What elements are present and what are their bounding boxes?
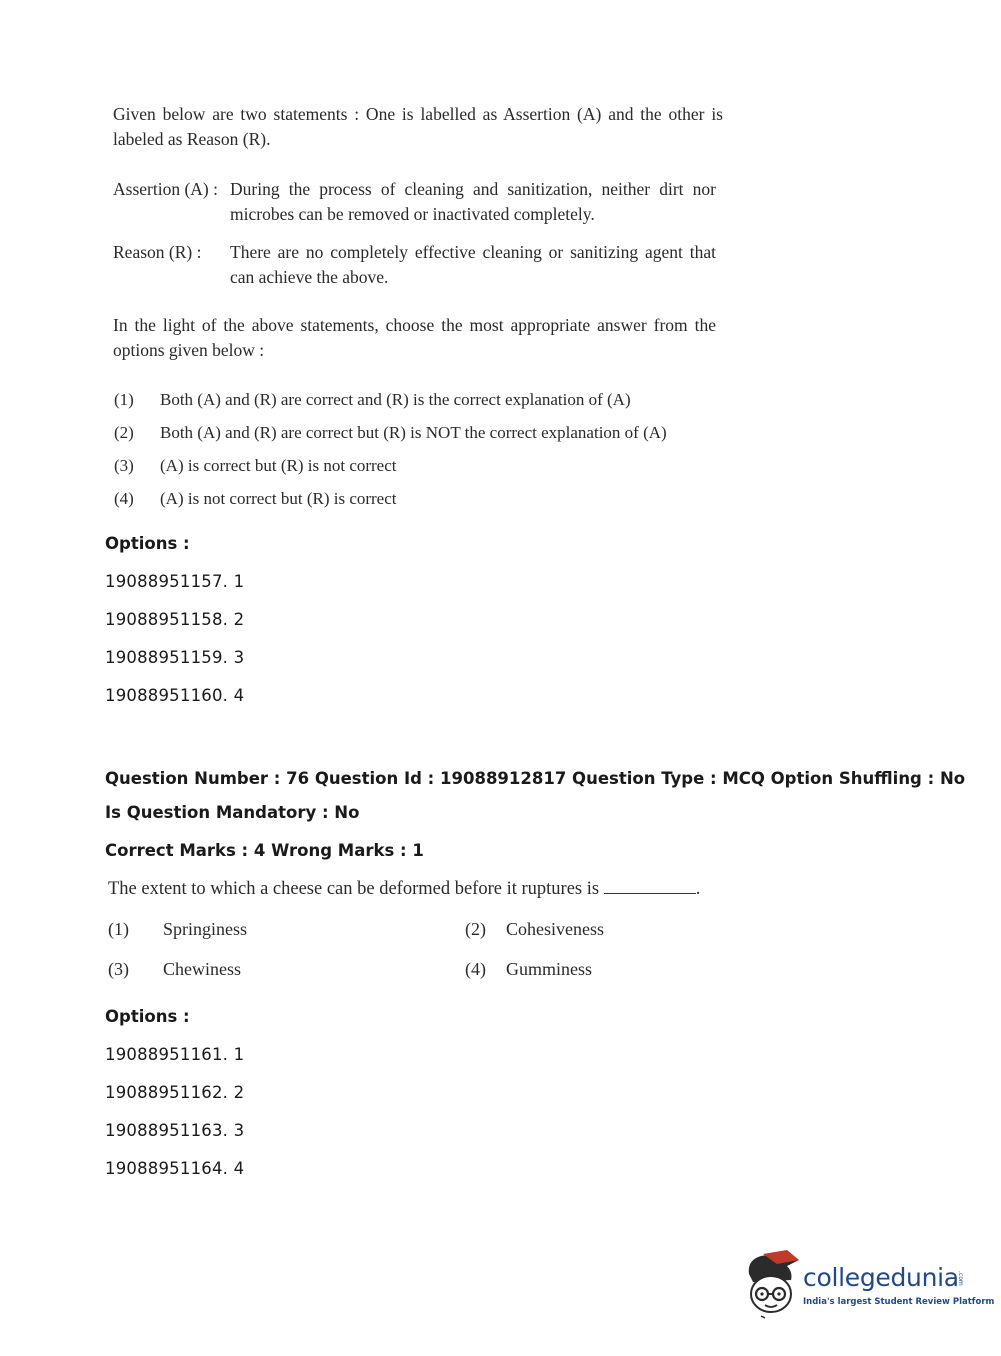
answer-blank [604,877,696,894]
choice-text: Chewiness [163,959,241,979]
graduate-mascot-icon [743,1250,801,1320]
choice-number: (4) [114,489,134,508]
choice-number: (4) [465,959,486,979]
choice-text: Both (A) and (R) are correct but (R) is NOT the correct explanation of (A) [160,423,667,442]
option-id: 19088951160. 4 [105,686,245,705]
choice-text: Both (A) and (R) are correct and (R) is the correct explanation of (A) [160,390,631,409]
question-meta: Question Number : 76 Question Id : 19088912817 Question Type : MCQ Option Shuffling : No [105,769,966,788]
assertion-text: During the process of cleaning and sanitization, neither dirt nor microbes can be removed or inactivated completely. [230,179,716,224]
choice-text: Springiness [163,919,248,939]
option-id: 19088951157. 1 [105,572,245,591]
choice-number: (3) [108,959,129,979]
assertion-intro: Given below are two statements : One is labelled as Assertion (A) and the other is labeled as Reason (R). [113,104,723,149]
options-heading: Options : [105,534,190,553]
logo-com: .com [957,1271,964,1286]
choice-text: (A) is not correct but (R) is correct [160,489,397,508]
logo-tagline: India's largest Student Review Platform [803,1297,995,1307]
reason-label: Reason (R) : [113,242,202,262]
option-id: 19088951164. 4 [105,1159,245,1178]
assertion-label: Assertion (A) : [113,179,218,199]
question-mandatory: Is Question Mandatory : No [105,803,360,822]
choice-number: (1) [108,919,129,939]
option-id: 19088951161. 1 [105,1045,245,1064]
instruction-text: In the light of the above statements, choose the most appropriate answer from the options given below : [113,315,716,360]
option-id: 19088951162. 2 [105,1083,245,1102]
collegedunia-logo [743,1250,801,1325]
choice-number: (2) [114,423,134,442]
option-id: 19088951158. 2 [105,610,245,629]
question-text [108,877,700,900]
option-id: 19088951163. 3 [105,1121,245,1140]
choice-number: (1) [114,390,134,409]
question-stem: The extent to which a cheese can be deformed before it ruptures is [108,879,600,899]
question-end: . [695,879,701,899]
choice-number: (2) [465,919,486,939]
choice-number: (3) [114,456,134,475]
logo-wordmark: collegedunia [803,1263,959,1292]
choice-text: (A) is correct but (R) is not correct [160,456,397,475]
choice-text: Gumminess [506,959,593,979]
reason-text: There are no completely effective cleaning or sanitizing agent that can achieve the above. [230,242,716,287]
option-id: 19088951159. 3 [105,648,245,667]
choice-text: Cohesiveness [506,919,604,939]
marks-line: Correct Marks : 4 Wrong Marks : 1 [105,841,424,860]
options-heading: Options : [105,1007,190,1026]
